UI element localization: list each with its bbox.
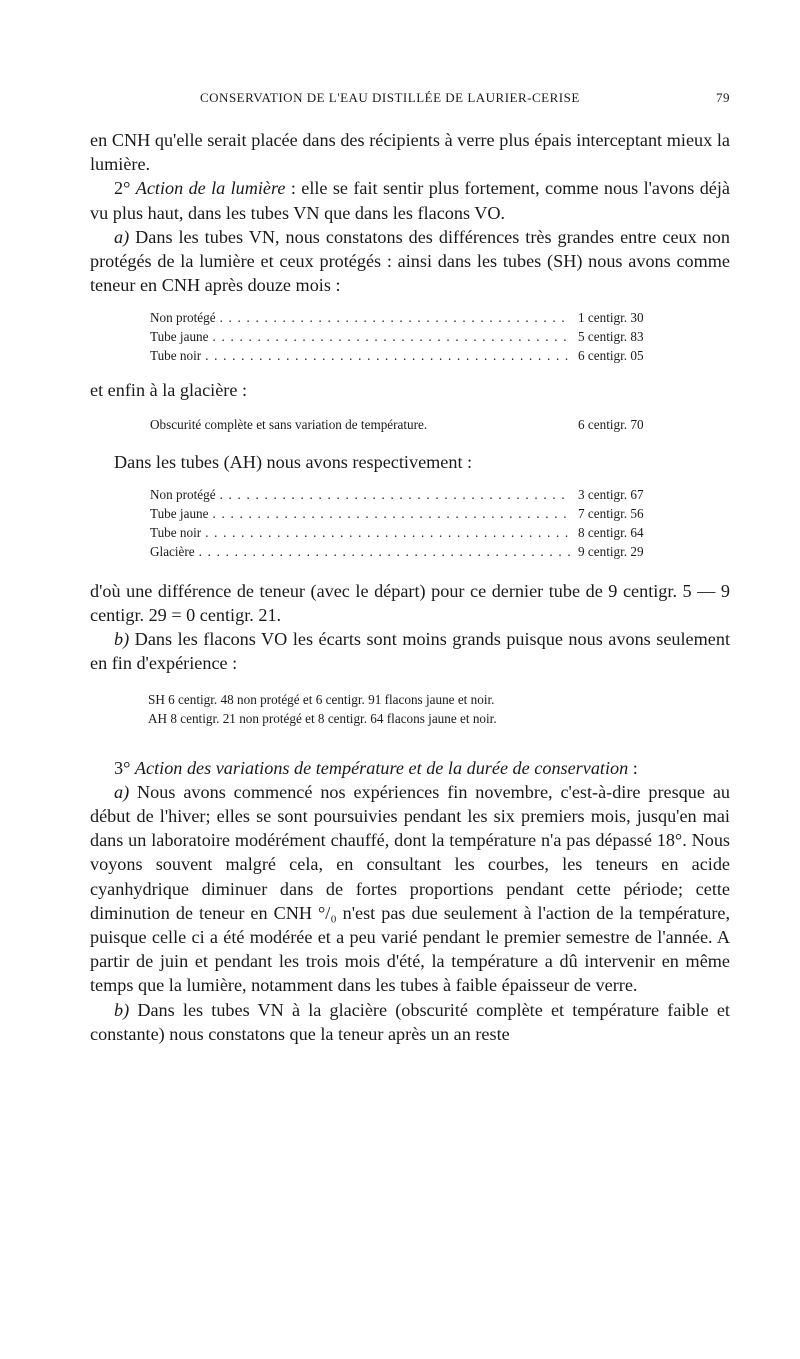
- row-value: 9 centigr. 29: [578, 543, 644, 559]
- item-label: a): [114, 226, 130, 247]
- paragraph-text: Dans les flacons VO les écarts sont moins grands puisque nous avons seulement en fin d'expérience :: [90, 629, 730, 674]
- table-row: [150, 485, 670, 504]
- section-title: Action de la lumière: [135, 178, 286, 199]
- leader-dots: [195, 542, 570, 561]
- row-label: Obscurité complète et sans variation de température.: [150, 416, 428, 432]
- paragraph-text: Dans les tubes VN, nous constatons des différences très grandes entre ceux non protégés de la lumière et ceux protégés : ainsi dans les tubes (SH) nous avons comme teneur en CNH après douze mois :: [90, 226, 730, 296]
- section-text: :: [628, 757, 638, 778]
- leader-dots: [201, 346, 570, 365]
- table-sh: [150, 308, 670, 365]
- table-ah: [150, 485, 670, 561]
- table-row: [150, 327, 670, 346]
- paragraph-a-experiences: [90, 780, 730, 998]
- paragraph-glaciere-intro: et enfin à la glacière :: [90, 380, 248, 401]
- section-text: : elle se fait sentir plus fortement, comme nous l'avons déjà vu plus haut, dans les tubes VN que dans les flacons VO.: [90, 178, 731, 223]
- section-3-paragraph: [90, 756, 730, 780]
- row-value: 7 centigr. 56: [578, 505, 644, 521]
- paragraph-tubes-ah-intro: Dans les tubes (AH) nous avons respectivement :: [114, 451, 473, 472]
- section-title: Action des variations de température et de la durée de conservation: [134, 757, 629, 778]
- table-row: [150, 415, 670, 434]
- row-value: 6 centigr. 05: [578, 348, 644, 364]
- table-row: [150, 504, 670, 523]
- section-number: 2°: [114, 178, 131, 199]
- vo-result-line: SH 6 centigr. 48 non protégé et 6 centigr. 91 flacons jaune et noir.: [148, 691, 495, 707]
- section-number: 3°: [114, 757, 131, 778]
- paragraph-text: Nous avons commencé nos expériences fin novembre, c'est-à-dire presque au début de l'hiver; elles se sont poursuivies pendant les six premiers mois, jusqu'en mai dans un laboratoire modérément chauffé, dont la température n'a pas dépassé 18°. Nous voyons souvent malgré cela, en consultant les courbes, les teneurs en acide cyanhydrique diminuer dans de fortes proportions pendant cette période; cette diminution de teneur en CNH °/₀ n'est pas due seulement à l'action de la température, puisque celle ci a été modérée et a peu varié pendant le premier semestre de l'année. A partir de juin et pendant les trois mois d'été, la température a dû intervenir en même temps que la lumière, notamment dans les tubes à faible épaisseur de verre.: [90, 781, 730, 996]
- running-header: [90, 90, 730, 114]
- leader-dots: [216, 485, 570, 504]
- item-label: a): [114, 781, 130, 802]
- row-label: Glacière: [150, 543, 195, 559]
- paragraph-difference: d'où une différence de teneur (avec le départ) pour ce dernier tube de 9 centigr. 5 — 9 centigr. 29 = 0 centigr. 21.: [90, 580, 730, 626]
- table-glaciere: [150, 415, 670, 434]
- row-label: Tube jaune: [150, 329, 209, 345]
- text-body: [90, 128, 730, 1046]
- leader-dots: [216, 308, 570, 327]
- row-label: Non protégé: [150, 310, 216, 326]
- paragraph-text: Dans les tubes VN à la glacière (obscurité complète et température faible et constante) nous constatons que la teneur après un an reste: [90, 999, 730, 1044]
- table-row: [150, 308, 670, 327]
- paragraph-b-flacons-vo: [90, 627, 730, 675]
- paragraph-continuation: en CNH qu'elle serait placée dans des récipients à verre plus épais interceptant mieux la lumière.: [90, 130, 730, 175]
- vo-result-line: AH 8 centigr. 21 non protégé et 8 centigr. 64 flacons jaune et noir.: [148, 710, 497, 726]
- item-label: b): [114, 999, 130, 1020]
- item-label: b): [114, 629, 130, 650]
- table-row: [150, 346, 670, 365]
- row-value: 5 centigr. 83: [578, 329, 644, 345]
- section-2-paragraph: [90, 176, 730, 224]
- leader-dots: [209, 327, 571, 346]
- running-title: CONSERVATION DE L'EAU DISTILLÉE DE LAURIER-CERISE: [200, 90, 580, 105]
- leader-dots: [209, 504, 571, 523]
- paragraph-a-tubes-vn: [90, 225, 730, 298]
- table-row: [150, 542, 670, 561]
- row-label: Tube jaune: [150, 505, 209, 521]
- row-value: 6 centigr. 70: [578, 416, 644, 432]
- vo-results: [148, 690, 730, 728]
- row-value: 3 centigr. 67: [578, 486, 644, 502]
- row-label: Non protégé: [150, 486, 216, 502]
- table-row: [150, 523, 670, 542]
- row-value: 1 centigr. 30: [578, 310, 644, 326]
- row-label: Tube noir: [150, 524, 202, 540]
- paragraph-b-glaciere: [90, 998, 730, 1046]
- page-number: 79: [716, 90, 730, 105]
- leader-dots: [201, 523, 570, 542]
- row-label: Tube noir: [150, 348, 202, 364]
- row-value: 8 centigr. 64: [578, 524, 644, 540]
